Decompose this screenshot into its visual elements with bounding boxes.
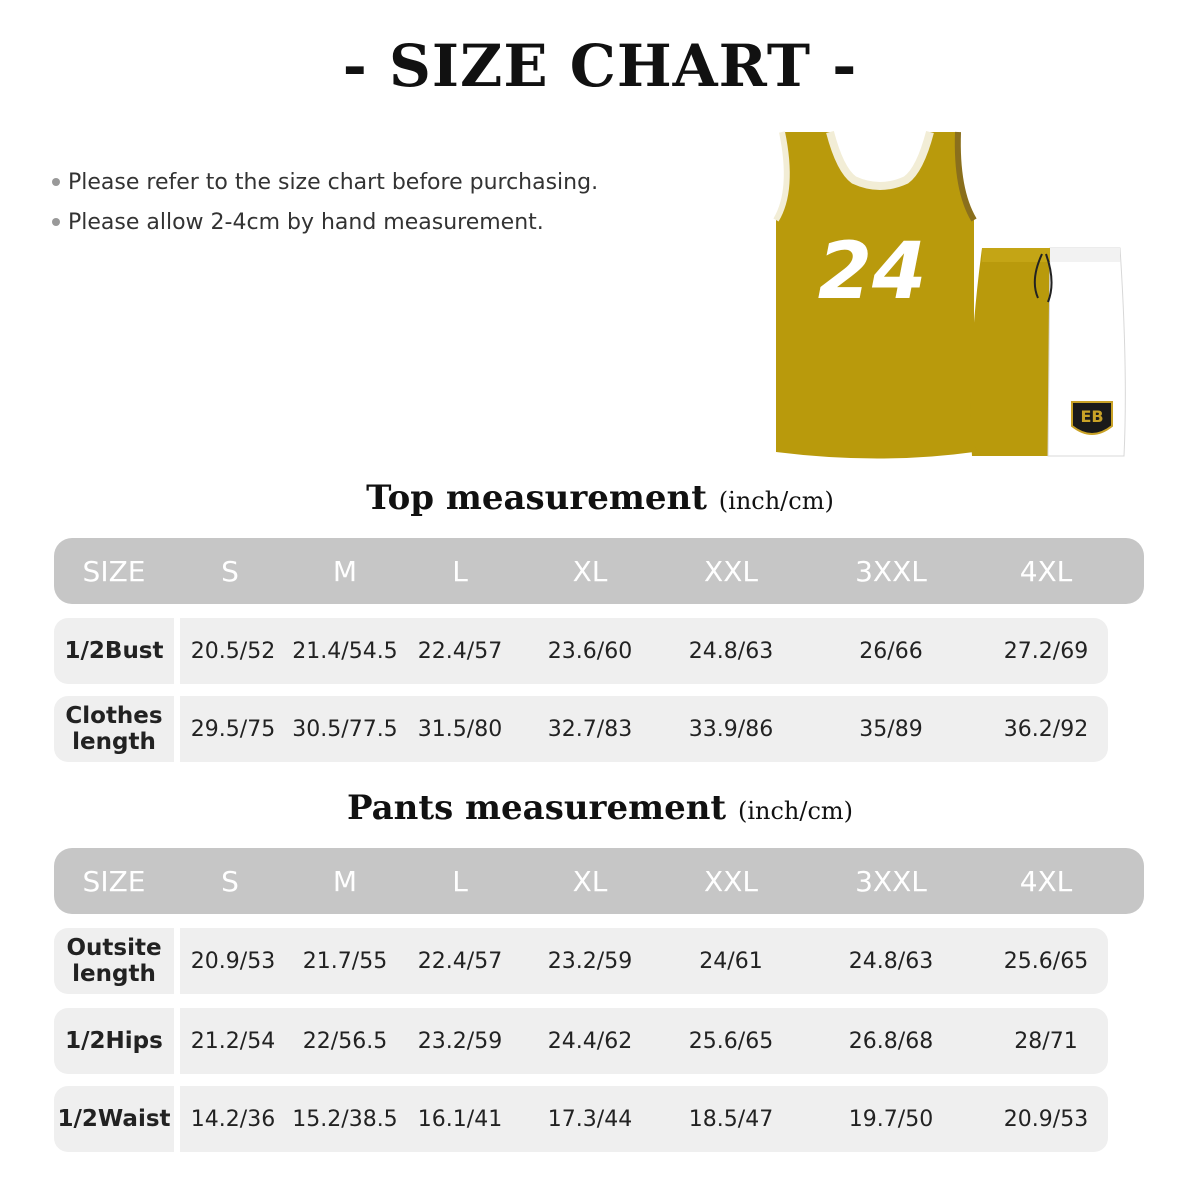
row-label-line: 1/2Bust (64, 638, 164, 664)
jersey-number: 24 (817, 227, 927, 317)
value-cell: 28/71 (1014, 1028, 1078, 1054)
value-cell: 25.6/65 (688, 1028, 774, 1054)
value-cell: 22.4/57 (417, 948, 503, 974)
value-cell: 23.6/60 (547, 638, 633, 664)
note-item (52, 202, 598, 242)
row-label-line: length (72, 961, 156, 987)
table-row (54, 1008, 1144, 1074)
row-label (54, 1086, 174, 1152)
header-cell: 3XXL (855, 554, 927, 588)
top-title-text: Top measurement (366, 478, 707, 518)
top-section-title (0, 478, 1200, 518)
value-cell: 16.1/41 (417, 1106, 503, 1132)
header-cell: M (332, 864, 358, 898)
note-item (52, 162, 598, 202)
row-label (54, 618, 174, 684)
shorts-illustration (970, 248, 1125, 456)
row-label (54, 1008, 174, 1074)
row-label-line: length (72, 729, 156, 755)
row-values (180, 1008, 1108, 1074)
pants-unit-text: (inch/cm) (737, 797, 854, 825)
top-unit-text: (inch/cm) (718, 487, 834, 515)
note-text: Please allow 2-4cm by hand measurement. (68, 209, 544, 235)
value-cell: 31.5/80 (417, 716, 503, 742)
value-cell: 20.9/53 (1003, 1106, 1089, 1132)
row-values (180, 696, 1108, 762)
pants-title-text: Pants measurement (346, 788, 727, 828)
value-cell: 23.2/59 (417, 1028, 503, 1054)
value-cell: 24/61 (699, 948, 763, 974)
value-cell: 20.5/52 (190, 638, 276, 664)
value-cell: 32.7/83 (547, 716, 633, 742)
header-cell: XXL (704, 554, 758, 588)
value-cell: 15.2/38.5 (292, 1106, 398, 1132)
value-cell: 29.5/75 (190, 716, 276, 742)
value-cell: 23.2/59 (547, 948, 633, 974)
eb-logo-icon (1072, 402, 1112, 434)
value-cell: 22/56.5 (302, 1028, 388, 1054)
note-text: Please refer to the size chart before purchasing. (68, 169, 599, 195)
value-cell: 27.2/69 (1003, 638, 1089, 664)
header-cell: SIZE (82, 864, 146, 898)
product-image (760, 120, 1140, 470)
header-cell: 4XL (1019, 864, 1073, 898)
row-label-line: Outsite (66, 935, 162, 961)
value-cell: 25.6/65 (1003, 948, 1089, 974)
page-title: - SIZE CHART - (342, 32, 858, 100)
header-cell: XL (572, 554, 608, 588)
row-values (180, 1086, 1108, 1152)
pants-section-title (0, 788, 1200, 828)
value-cell: 17.3/44 (547, 1106, 633, 1132)
row-label (54, 928, 174, 994)
table-header-row (54, 538, 1144, 604)
row-label-line: Clothes (65, 703, 163, 729)
table-row (54, 618, 1144, 684)
table-row (54, 928, 1144, 994)
row-values (180, 928, 1108, 994)
header-cell: S (221, 864, 239, 898)
value-cell: 19.7/50 (848, 1106, 934, 1132)
row-label (54, 696, 174, 762)
shorts-logo: EB (1080, 407, 1104, 426)
header-cell: SIZE (82, 554, 146, 588)
header-cell: 4XL (1019, 554, 1073, 588)
value-cell: 21.7/55 (302, 948, 388, 974)
value-cell: 14.2/36 (190, 1106, 276, 1132)
row-values (180, 618, 1108, 684)
bullet-icon (52, 218, 60, 226)
header-cell: S (221, 554, 239, 588)
value-cell: 24.4/62 (547, 1028, 633, 1054)
jersey-illustration (776, 132, 974, 459)
value-cell: 36.2/92 (1003, 716, 1089, 742)
value-cell: 30.5/77.5 (292, 716, 398, 742)
row-label-line: 1/2Hips (65, 1028, 163, 1054)
row-label-line: 1/2Waist (57, 1106, 171, 1132)
value-cell: 21.4/54.5 (292, 638, 398, 664)
table-row (54, 1086, 1144, 1152)
table-header-row (54, 848, 1144, 914)
value-cell: 35/89 (859, 716, 923, 742)
value-cell: 24.8/63 (688, 638, 774, 664)
table-row (54, 696, 1144, 762)
value-cell: 26.8/68 (848, 1028, 934, 1054)
header-cell: M (332, 554, 358, 588)
value-cell: 18.5/47 (688, 1106, 774, 1132)
value-cell: 24.8/63 (848, 948, 934, 974)
header-cell: XXL (704, 864, 758, 898)
value-cell: 22.4/57 (417, 638, 503, 664)
notes-list (52, 162, 598, 242)
value-cell: 21.2/54 (190, 1028, 276, 1054)
value-cell: 26/66 (859, 638, 923, 664)
bullet-icon (52, 178, 60, 186)
header-cell: L (452, 864, 468, 898)
value-cell: 20.9/53 (190, 948, 276, 974)
header-cell: L (452, 554, 468, 588)
header-cell: XL (572, 864, 608, 898)
value-cell: 33.9/86 (688, 716, 774, 742)
header-cell: 3XXL (855, 864, 927, 898)
